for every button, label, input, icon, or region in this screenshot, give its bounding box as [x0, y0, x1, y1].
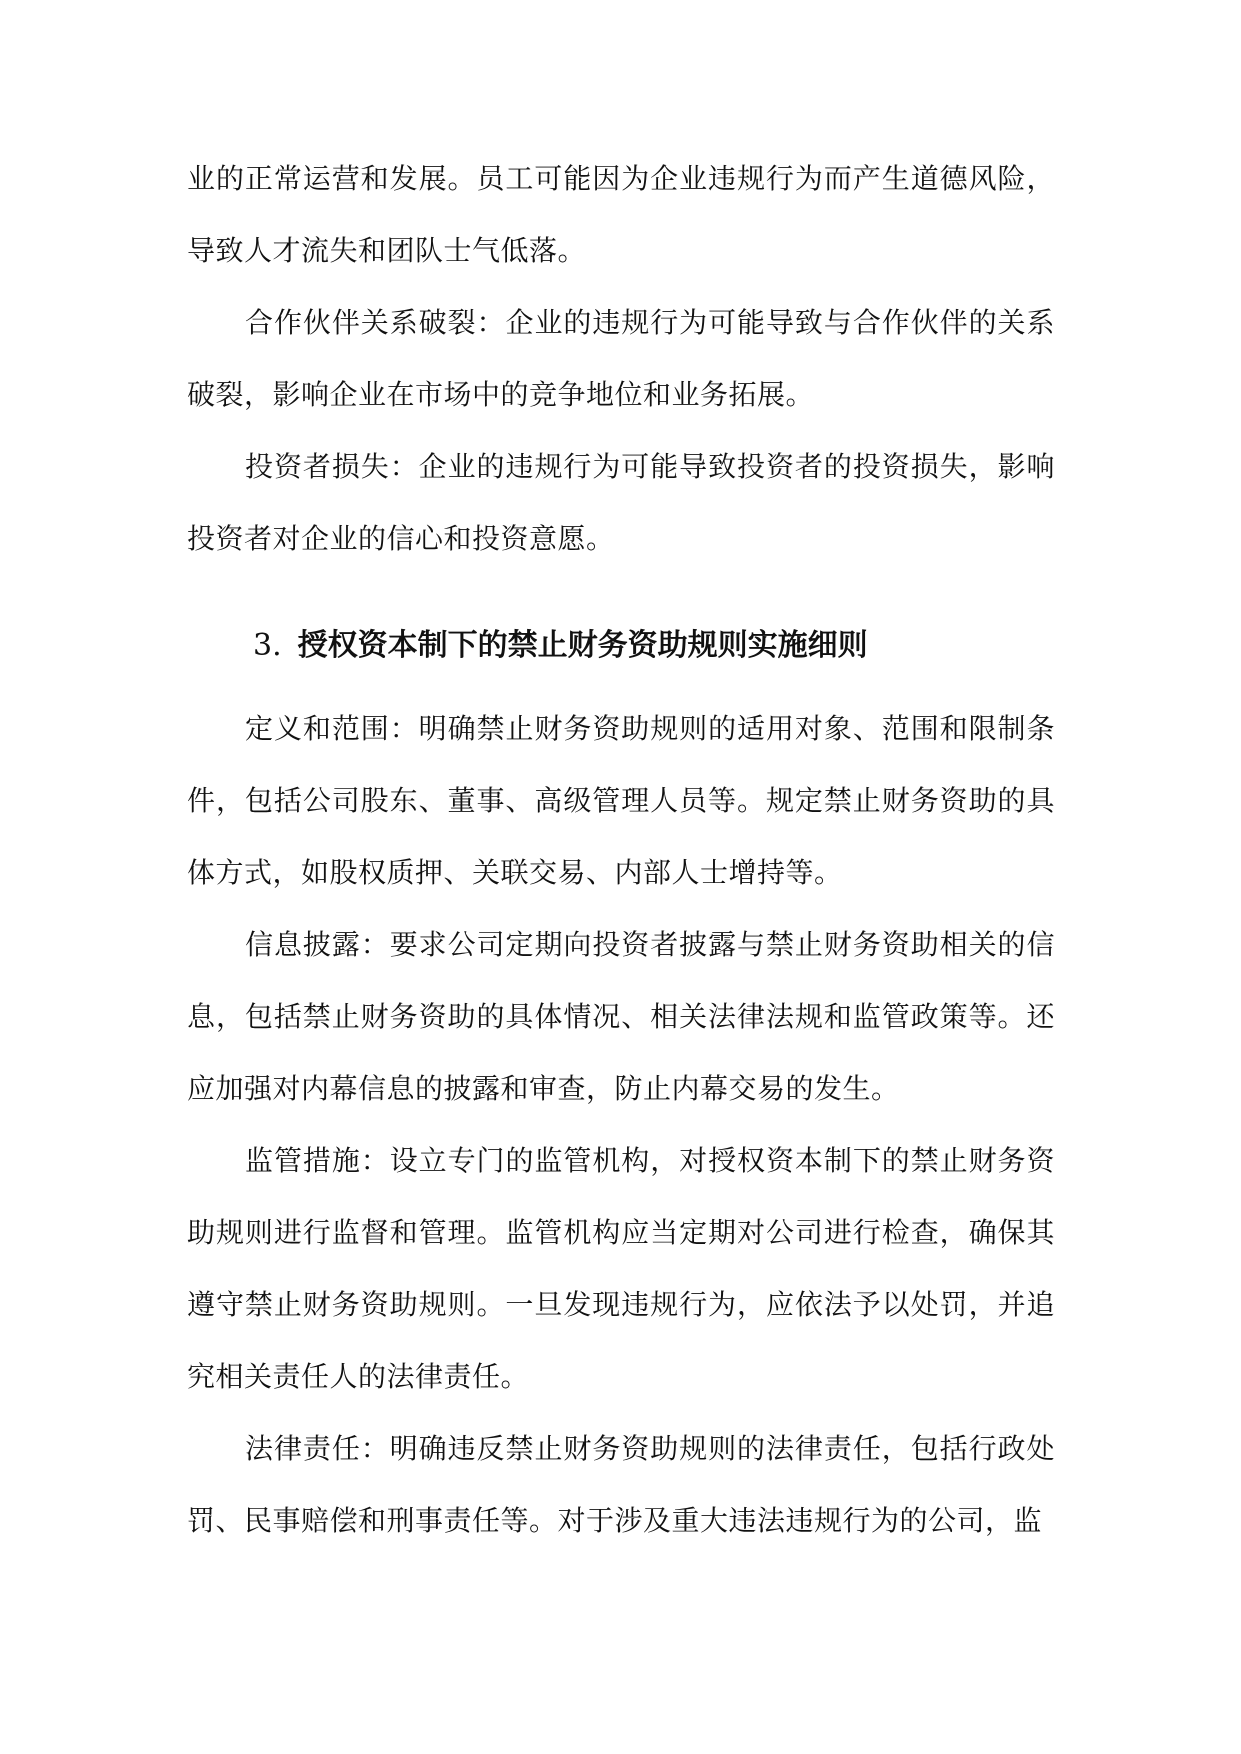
- paragraph: 定义和范围：明确禁止财务资助规则的适用对象、范围和限制条件，包括公司股东、董事、高级管理人员等。规定禁止财务资助的具体方式，如股权质押、关联交易、内部人士增持等。: [187, 712, 1055, 889]
- paragraph: 监管措施：设立专门的监管机构，对授权资本制下的禁止财务资助规则进行监督和管理。监管机构应当定期对公司进行检查，确保其遵守禁止财务资助规则。一旦发现违规行为，应依法予以处罚，并追究相关责任人的法律责任。: [187, 1144, 1055, 1393]
- paragraph: 合作伙伴关系破裂：企业的违规行为可能导致与合作伙伴的关系破裂，影响企业在市场中的竞争地位和业务拓展。: [187, 306, 1055, 411]
- document-page: [187, 143, 1055, 1557]
- paragraph: 信息披露：要求公司定期向投资者披露与禁止财务资助相关的信息，包括禁止财务资助的具体情况、相关法律法规和监管政策等。还应加强对内幕信息的披露和审查，防止内幕交易的发生。: [187, 928, 1055, 1105]
- body-text-bottom: [187, 693, 1055, 1557]
- paragraph: 投资者损失：企业的违规行为可能导致投资者的投资损失，影响投资者对企业的信心和投资意愿。: [187, 450, 1055, 555]
- paragraph: 业的正常运营和发展。员工可能因为企业违规行为而产生道德风险，导致人才流失和团队士气低落。: [187, 162, 1055, 267]
- section-title: 授权资本制下的禁止财务资助规则实施细则: [297, 628, 868, 663]
- section-number: 3.: [253, 628, 282, 663]
- body-text-top: [187, 143, 1055, 575]
- paragraph: 法律责任：明确违反禁止财务资助规则的法律责任，包括行政处罚、民事赔偿和刑事责任等。对于涉及重大违法违规行为的公司，监: [187, 1432, 1055, 1537]
- section-heading: [187, 599, 1055, 693]
